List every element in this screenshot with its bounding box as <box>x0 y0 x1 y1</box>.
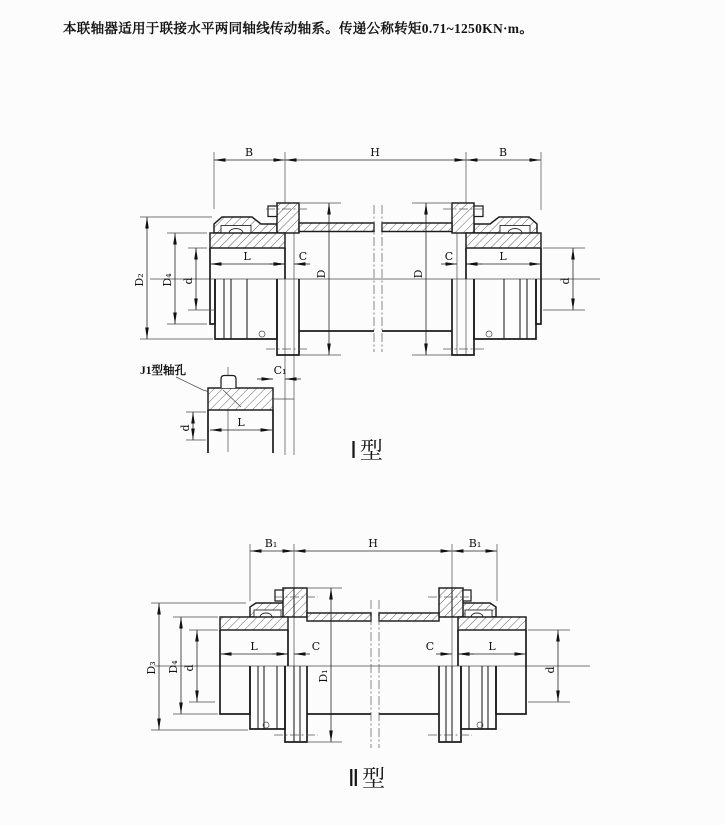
dim-label-c-right-type2: C <box>425 640 435 653</box>
type1-drawing <box>133 146 600 463</box>
dim-label-d4-type1: D₄ <box>161 273 174 287</box>
dim-label-c1: C₁ <box>273 364 287 377</box>
dim-label-b1-left: B₁ <box>264 537 278 550</box>
dim-label-d-left-type2: d <box>183 664 196 672</box>
type1-caption: Ⅰ型 <box>350 438 386 463</box>
dim-label-d3: D₃ <box>145 661 158 675</box>
type2-caption: Ⅱ型 <box>347 766 389 791</box>
dim-label-dflange-right: D <box>412 269 425 279</box>
intro-text: 本联轴器适用于联接水平两同轴线传动轴系。传递公称转矩0.71~1250KN·m。 <box>63 21 534 36</box>
dim-label-h-type1: H <box>370 146 380 159</box>
dim-label-d1: D₁ <box>317 669 330 683</box>
dim-label-d-left-type1: d <box>182 277 195 285</box>
dim-label-d-detail: d <box>179 424 192 432</box>
dim-label-d4-type2: D₄ <box>167 660 180 674</box>
dim-label-l-left-type2: L <box>250 640 258 653</box>
type2-left-half <box>220 588 371 742</box>
dim-label-d-right-type1: d <box>559 277 572 285</box>
type2-drawing <box>145 537 590 791</box>
type1-left-dimensions <box>133 217 215 339</box>
dim-label-b-left: B <box>244 146 254 159</box>
type1-j1-detail-view <box>140 363 301 453</box>
dim-label-h-type2: H <box>368 537 378 550</box>
dim-label-l-right-type2: L <box>488 640 496 653</box>
dim-label-c-left-type2: C <box>311 640 321 653</box>
dim-label-dflange-left: D <box>315 269 328 279</box>
type2-right-half <box>379 588 526 742</box>
dim-label-d-right-type2: d <box>544 666 557 674</box>
dim-label-d2: D₂ <box>133 273 146 287</box>
dim-label-l-left-type1: L <box>243 250 251 263</box>
dim-label-c-left-type1: C <box>298 250 308 263</box>
dim-label-b1-right: B₁ <box>468 537 482 550</box>
detail-title-j1: J1型轴孔 <box>140 365 186 377</box>
dim-label-c-right-type1: C <box>444 250 454 263</box>
dim-label-b-right: B <box>498 146 508 159</box>
dim-label-l-detail: L <box>237 416 245 429</box>
dim-label-l-right-type1: L <box>499 250 507 263</box>
